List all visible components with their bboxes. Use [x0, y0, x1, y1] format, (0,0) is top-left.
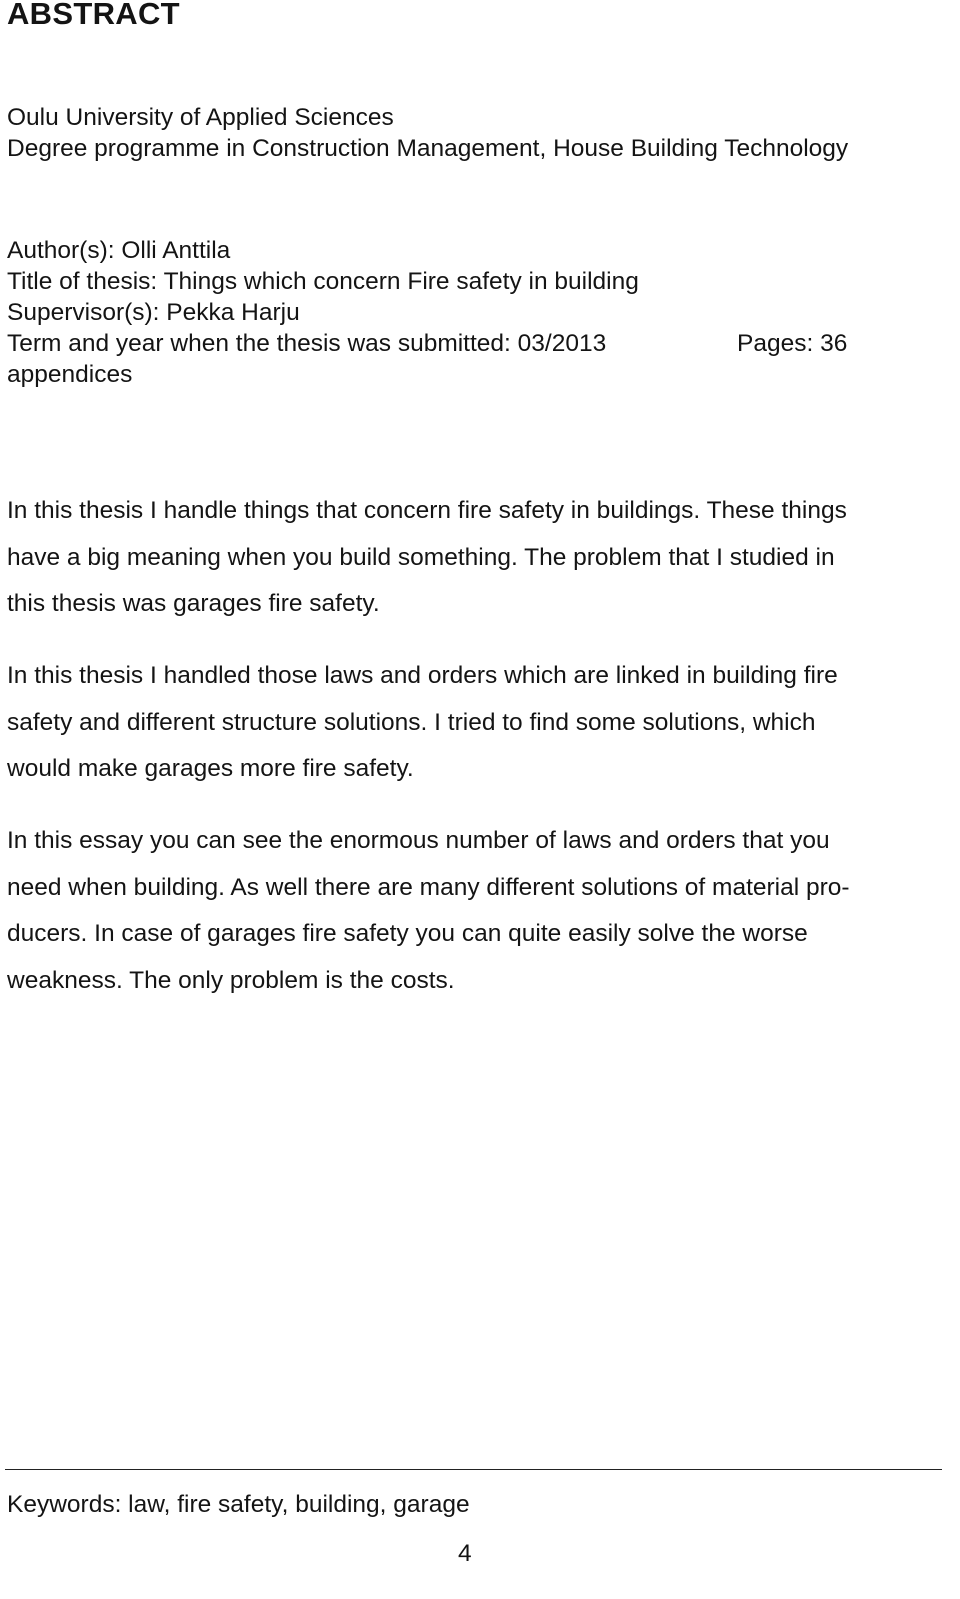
degree-programme: Degree programme in Construction Management, House Building Technology: [7, 135, 849, 162]
thesis-title-line: [7, 266, 927, 297]
page-number: 4: [458, 1540, 472, 1567]
term-text: Term and year when the thesis was submitted: 03/2013: [7, 330, 607, 357]
abstract-paragraph: [7, 488, 947, 628]
thesis-title-text: Title of thesis: Things which concern Fire safety in building: [7, 268, 639, 295]
paragraph-line: have a big meaning when you build something. The problem that I studied in: [7, 543, 835, 571]
abstract-heading: ABSTRACT: [7, 0, 180, 31]
keywords-line: Keywords: law, fire safety, building, garage: [7, 1491, 470, 1518]
appendices-line: [7, 359, 927, 390]
horizontal-divider: [5, 1469, 942, 1470]
term-line: [7, 328, 927, 359]
paragraph-line: would make garages more fire safety.: [7, 755, 414, 782]
supervisors-line: [7, 297, 927, 328]
paragraph-line: safety and different structure solutions. I tried to find some solutions, which: [7, 708, 816, 736]
authors-text: Author(s): Olli Anttila: [7, 237, 231, 264]
paragraph-line: In this essay you can see the enormous number of laws and orders that you: [7, 827, 830, 854]
abstract-paragraph: [7, 653, 947, 793]
appendices-text: appendices: [7, 361, 133, 388]
paragraph-line: ducers. In case of garages fire safety you can quite easily solve the worse: [7, 920, 808, 947]
authors-line: [7, 235, 927, 266]
paragraph-line: this thesis was garages fire safety.: [7, 590, 380, 617]
paragraph-line: need when building. As well there are many different solutions of material pro-: [7, 873, 850, 901]
paragraph-line: weakness. The only problem is the costs.: [7, 966, 455, 994]
supervisors-text: Supervisor(s): Pekka Harju: [7, 299, 300, 326]
thesis-meta-block: [7, 235, 927, 390]
paragraph-line: In this thesis I handle things that concern fire safety in buildings. These things: [7, 497, 847, 524]
institution-block: [7, 102, 848, 164]
paragraph-line: In this thesis I handled those laws and orders which are linked in building fire: [7, 662, 838, 689]
abstract-paragraph: [7, 818, 947, 1004]
pages-count: Pages: 36: [737, 330, 848, 357]
university-name: Oulu University of Applied Sciences: [7, 104, 394, 131]
